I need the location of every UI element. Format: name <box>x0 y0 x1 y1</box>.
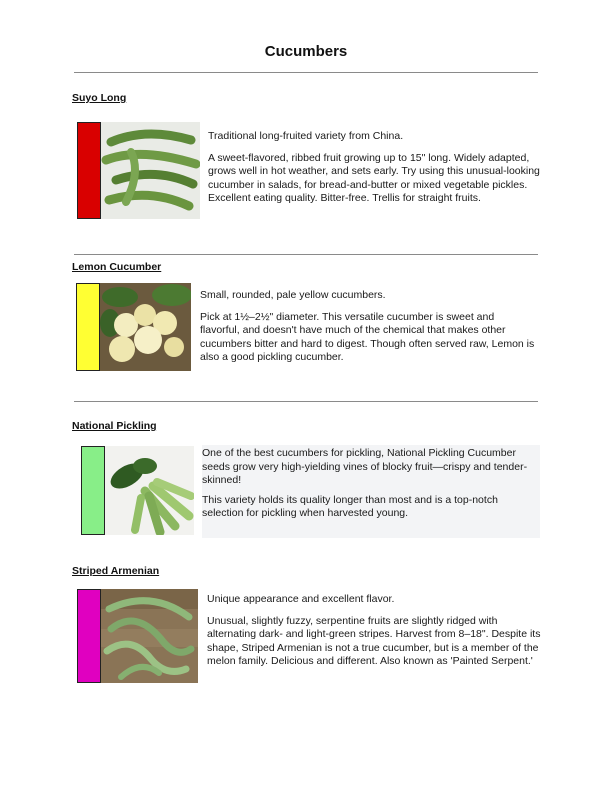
section-heading: Suyo Long <box>72 92 127 104</box>
title-divider <box>74 72 538 73</box>
color-swatch <box>81 446 105 535</box>
variety-description: Pick at 1½–2½" diameter. This versatile cucumber is sweet and flavorful, and doesn't have much of the chemical that makes other cucumbers bitter and hard to digest. Though often served raw, Lemon is also a good pickling cucumber. <box>200 310 535 363</box>
cucumber-photo-icon <box>101 589 198 683</box>
section-divider <box>74 401 538 402</box>
section-heading: Striped Armenian <box>72 565 160 577</box>
color-swatch <box>77 122 101 219</box>
variety-summary: One of the best cucumbers for pickling, National Pickling Cucumber seeds grow very high-yielding vines of blocky fruit—crispy and tender-skinned! <box>202 447 528 486</box>
variety-description: A sweet-flavored, ribbed fruit growing up to 15" long. Widely adapted, grows well in hot weather, and sets early. Try using this unusual-looking cucumber in salads, for bread-and-butter or mixed vegetable pickles. Excellent eating quality. Bitter-free. Trellis for straight fruits. <box>208 151 540 204</box>
variety-text <box>202 445 540 538</box>
variety-description: Unusual, slightly fuzzy, serpentine fruits are slightly ridged with alternating dark- and light-green stripes. Harvest from 8–18". Despite its shape, Striped Armenian is not a true cucumber, but is a member of the melon family. Delicious and different. Also known as 'Painted Serpent.' <box>207 614 541 667</box>
color-swatch <box>76 283 100 371</box>
color-swatch <box>77 589 101 683</box>
section-heading: National Pickling <box>72 420 157 432</box>
page-title: Cucumbers <box>264 43 348 60</box>
variety-text <box>200 289 535 365</box>
cucumber-photo-icon <box>100 283 191 371</box>
variety-description: This variety holds its quality longer than most and is a top-notch selection for pickling when harvested young. <box>202 493 498 519</box>
variety-text <box>207 593 542 669</box>
variety-text <box>208 130 543 206</box>
section-heading: Lemon Cucumber <box>72 261 162 273</box>
cucumber-photo-icon <box>101 122 200 219</box>
variety-summary: Traditional long-fruited variety from China. <box>208 130 404 142</box>
cucumber-photo-icon <box>105 446 194 535</box>
section-divider <box>74 254 538 255</box>
variety-summary: Small, rounded, pale yellow cucumbers. <box>200 289 386 301</box>
variety-summary: Unique appearance and excellent flavor. <box>207 593 395 605</box>
